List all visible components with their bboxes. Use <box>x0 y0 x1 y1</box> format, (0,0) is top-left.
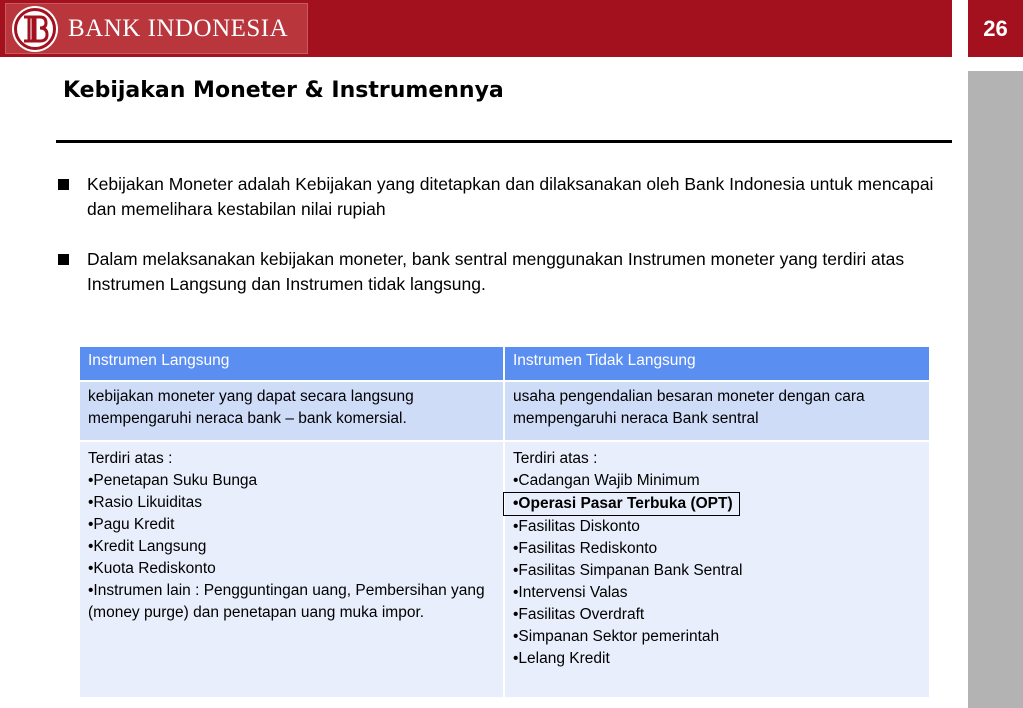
list-item: •Fasilitas Overdraft <box>513 606 645 623</box>
list-item: •Pagu Kredit <box>88 516 175 533</box>
list-item: •Kredit Langsung <box>88 538 207 555</box>
list-langsung <box>79 441 504 698</box>
page-number: 26 <box>968 0 1023 57</box>
list-intro: Terdiri atas : <box>513 450 598 467</box>
list-item: •Rasio Likuiditas <box>88 494 202 511</box>
column-header-langsung: Instrumen Langsung <box>79 346 504 381</box>
list-item: •Instrumen lain : Pengguntingan uang, Pembersihan yang (money purge) dan penetapan uang muka impor. <box>88 582 485 621</box>
list-item: •Lelang Kredit <box>513 650 610 667</box>
column-header-tidak-langsung: Instrumen Tidak Langsung <box>504 346 930 381</box>
bullet-item <box>58 172 938 222</box>
list-item: •Kuota Rediskonto <box>88 560 216 577</box>
square-bullet-icon <box>58 179 69 190</box>
list-item: •Penetapan Suku Bunga <box>88 472 258 489</box>
title-divider <box>56 140 952 143</box>
definition-langsung: kebijakan moneter yang dapat secara langsung mempengaruhi neraca bank – bank komersial. <box>79 381 504 441</box>
bank-indonesia-logo <box>5 3 308 54</box>
bullet-item <box>58 247 938 297</box>
list-item: •Fasilitas Rediskonto <box>513 540 658 557</box>
list-intro: Terdiri atas : <box>88 450 173 467</box>
logo-text: BANK INDONESIA <box>68 15 289 42</box>
side-strip <box>968 71 1023 708</box>
list-item: •Fasilitas Diskonto <box>513 518 640 535</box>
instrument-table <box>78 345 931 699</box>
header-bar <box>0 0 952 57</box>
bullet-text: Dalam melaksanakan kebijakan moneter, bank sentral menggunakan Instrumen moneter yang terdiri atas Instrumen Langsung dan Instrumen tidak langsung. <box>87 249 905 294</box>
bi-seal-icon <box>14 8 56 50</box>
list-item: •Fasilitas Simpanan Bank Sentral <box>513 562 743 579</box>
list-item: •Simpanan Sektor pemerintah <box>513 628 720 645</box>
list-item: •Intervensi Valas <box>513 584 628 601</box>
definition-tidak-langsung: usaha pengendalian besaran moneter dengan cara mempengaruhi neraca Bank sentral <box>504 381 930 441</box>
square-bullet-icon <box>58 254 69 265</box>
bullet-text: Kebijakan Moneter adalah Kebijakan yang ditetapkan dan dilaksanakan oleh Bank Indonesia untuk mencapai dan memelihara kestabilan nilai rupiah <box>87 174 934 219</box>
list-item-highlighted: •Operasi Pasar Terbuka (OPT) <box>503 492 740 516</box>
list-item: •Cadangan Wajib Minimum <box>513 472 700 489</box>
page-title: Kebijakan Moneter & Instrumennya <box>63 78 504 103</box>
list-tidak-langsung <box>504 441 930 698</box>
